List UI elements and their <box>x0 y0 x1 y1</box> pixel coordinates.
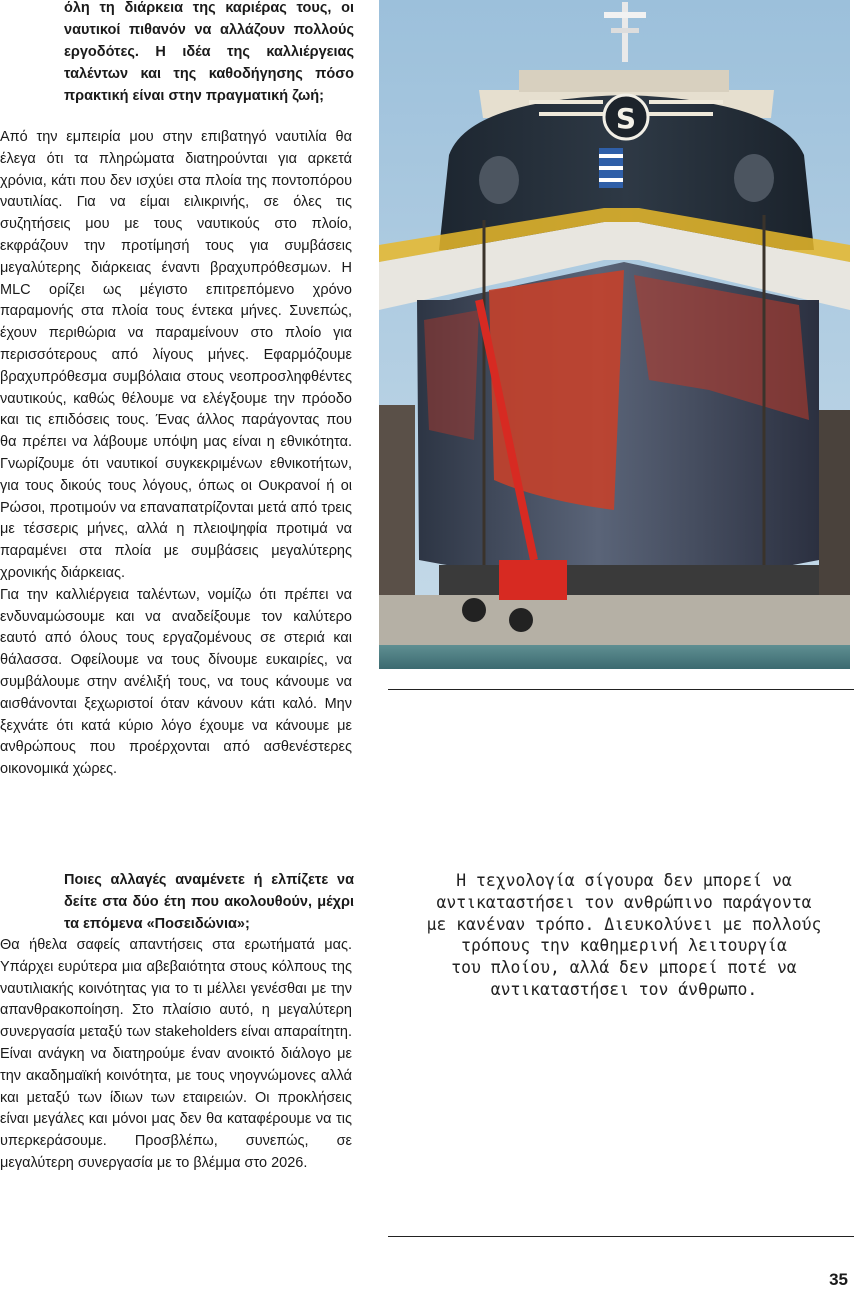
pull-quote-line: με κανέναν τρόπο. Διευκολύνει με πολλούς <box>426 914 822 934</box>
interview-answer-2: Θα ήθελα σαφείς απαντήσεις στα ερωτήματά μας. Υπάρχει ευρύτερα μια αβεβαιότητα στους κόλπους της ναυτιλιακής κοινότητας για το τι μέλλει γενέσθαι με την απανθρακοποίηση. Στο πλαίσιο αυτό, η μεγαλύτερη συνεργασία μεταξύ των stakeholders είναι απαραίτητη. Είναι ανάγκη να διατηρούμε έναν ανοικτό διάλογο με την ακαδημαϊκή κοινότητα, με τους νηογνώμονες αλλά και μεταξύ των ίδιων των εταιρειών. Οι προκλήσεις είναι μεγάλες και μόνοι μας δεν θα καταφέρουμε να τις υπερκεράσουμε. Προσβλέπω, συνεπώς, σε μεγαλύτερη συνεργασία με το βλέμμα στο 2026. <box>0 937 352 1171</box>
funnel-logo-letter: S <box>615 102 637 135</box>
interview-question-2: Ποιες αλλαγές αναμένετε ή ελπίζετε να δείτε στα δύο έτη που ακολουθούν, μέχρι τα επόμενα «Ποσειδώνια»; <box>64 872 354 932</box>
page-number: 35 <box>829 1270 848 1289</box>
divider-bottom <box>388 1236 854 1237</box>
pull-quote <box>398 870 850 1001</box>
pull-quote-line: αντικαταστήσει τον ανθρώπινο παράγοντα <box>436 892 812 912</box>
ship-illustration <box>379 0 850 669</box>
interview-answer-1-continued: Για την καλλιέργεια ταλέντων, νομίζω ότι πρέπει να ενδυναμώσουμε και να αναδείξουμε τον καλύτερο εαυτό από όλους τους εργαζομένους σε στεριά και θάλασσα. Οφείλουμε να τους δίνουμε ευκαιρίες, να συμβάλουμε στην ανέλιξή τους, να τους κάνουμε να αισθάνονται ξεχωριστοί όταν κάνουν κάτι καλό. Μην ξεχνάτε ότι κατά κύριο λόγο έχουμε να κάνουμε με ανθρώπους που προέρχονται από ασθενέστερες οικονομικά χώρες. <box>0 586 352 778</box>
divider-top <box>388 689 854 690</box>
pull-quote-line: αντικαταστήσει τον άνθρωπο. <box>490 979 758 999</box>
interview-question-1: όλη τη διάρκεια της καριέρας τους, οι ναυτικοί πιθανόν να αλλάζουν πολλούς εργοδότες. Η ιδέα της καλλιέργειας ταλέντων και της καθοδήγησης πόσο πρακτική είναι στην πραγματική ζωή; <box>64 0 354 104</box>
ship-drydock-photo <box>379 0 850 669</box>
pull-quote-line: τρόπους την καθημερινή λειτουργία <box>461 936 787 956</box>
answer-1-block <box>0 127 352 781</box>
pull-quote-line: Η τεχνολογία σίγουρα δεν μπορεί να <box>456 871 792 890</box>
interview-answer-1: Από την εμπειρία μου στην επιβατηγό ναυτιλία θα έλεγα ότι τα πληρώματα διατηρούνται για αρκετά χρόνια, κάτι που δεν ισχύει στα πλοία της ποντοπόρου ναυτιλίας. Για να είμαι ειλικρινής, σε όλες τις συζητήσεις μου με τους ναυτικούς στο πλοίο, εκφράζουν την προτίμησή τους για συμβάσεις μεγαλύτερης διάρκειας έναντι βραχυπρόθεσμων. Η MLC ορίζει ως μέγιστο επιτρεπόμενο χρόνο παραμονής στα πλοία τους έντεκα μήνες. Συνεπώς, έχουν περιθώρια να παραμείνουν στο πλοίο για περισσότερους από λίγους μήνες. Εφαρμόζουμε βραχυπρόθεσμα συμβόλαια στους νεοπροσληφθέντες ναυτικούς, καθώς θέλουμε να ελέγξουμε την πρόοδο και τις επιδόσεις τους. Ένας άλλος παράγοντας που θα πρέπει να λάβουμε υπόψη μας είναι η εθνικότητα. Γνωρίζουμε ότι ναυτικοί συγκεκριμένων εθνικοτήτων, για τους δικούς τους λόγους, όπως οι Ουκρανοί ή οι Ρώσοι, προτιμούν να επαναπατρίζονται μετά από τρεις με τέσσερις μήνες, αλλά η πλειοψηφία προτιμά να παραμένει στα πλοία με συμβάσεις μεγαλύτερης χρονικής διάρκειας. <box>0 129 352 581</box>
pull-quote-line: του πλοίου, αλλά δεν μπορεί ποτέ να <box>451 958 797 978</box>
